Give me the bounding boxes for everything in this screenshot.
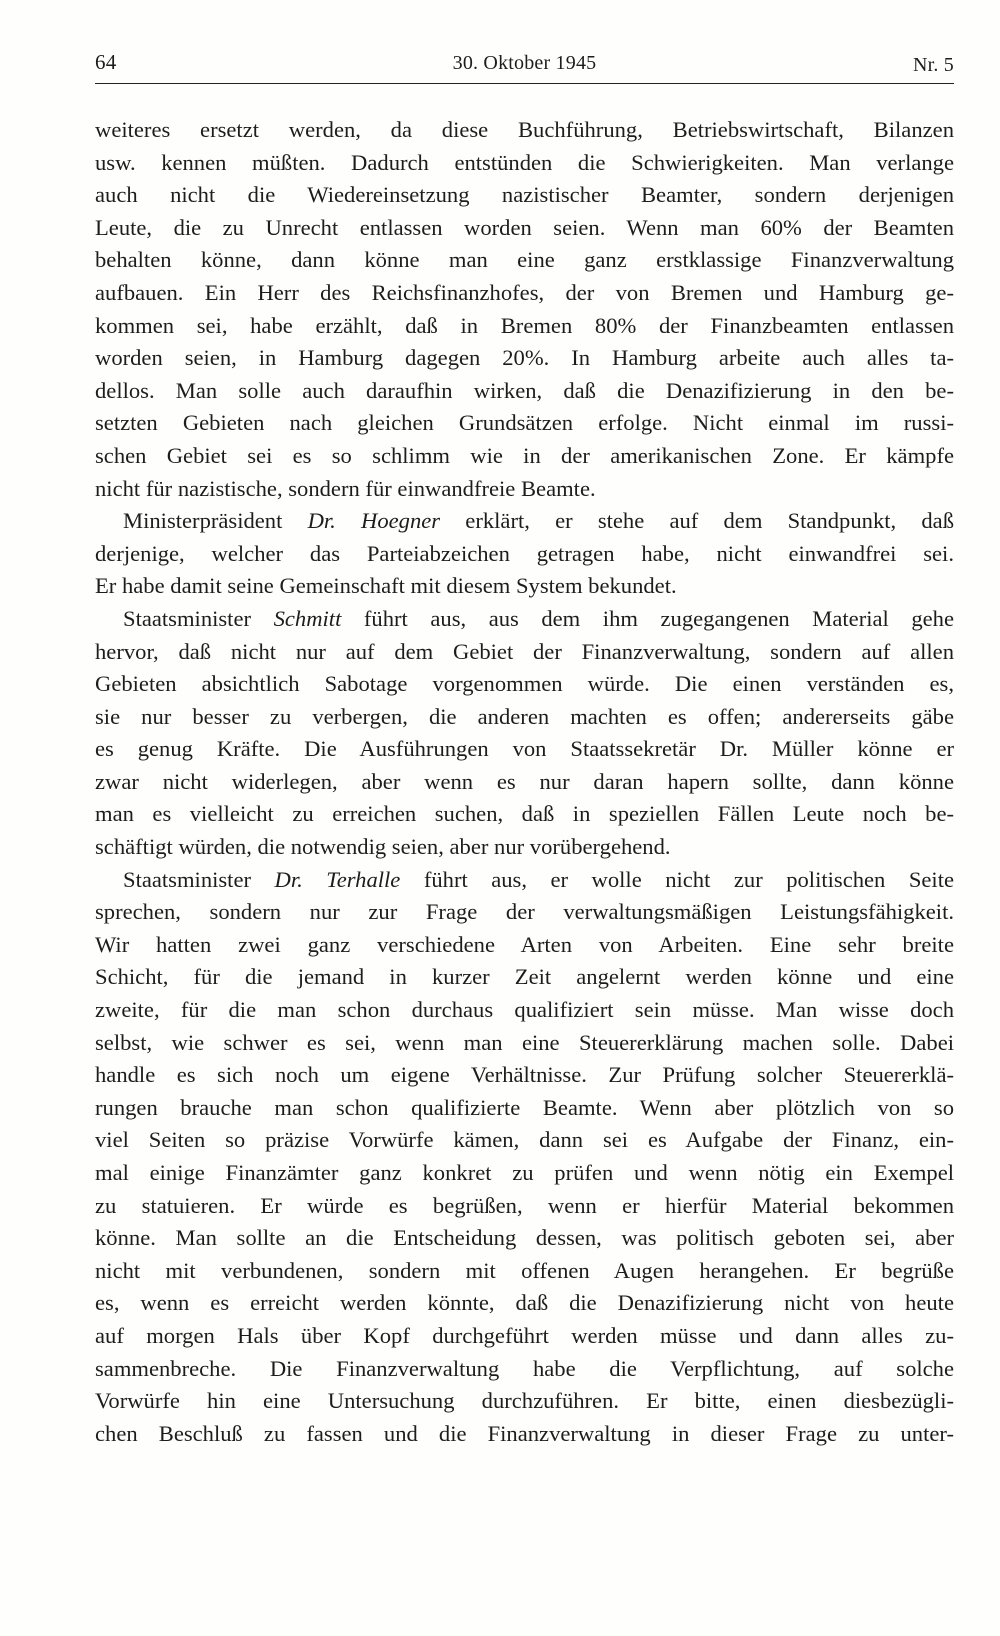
text-line [95,179,954,212]
text-line [95,701,954,734]
text-segment: hervor, daß nicht nur auf dem Gebiet der Finanzverwaltung, sondern auf allen [95,638,954,664]
text-segment: viel Seiten so präzise Vorwürfe kämen, dann sei es Aufgabe der Finanz, ein- [95,1127,954,1153]
text-line [95,1124,954,1157]
text-segment: sammenbreche. Die Finanzverwaltung habe die Verpflichtung, auf solche [95,1355,954,1381]
text-segment: man es vielleicht zu erreichen suchen, daß in speziellen Fällen Leute noch be- [95,801,954,827]
text-segment: mal einige Finanzämter ganz konkret zu prüfen und wenn nötig ein Exempel [95,1160,954,1185]
body-text [95,114,954,1450]
text-segment: es genug Kräfte. Die Ausführungen von Staatssekretär Dr. Müller könne er [95,736,954,762]
text-line [95,961,954,994]
text-segment: schäftigt würden, die notwendig seien, aber nur vorübergehend. [95,834,671,860]
issue-number: Nr. 5 [913,54,954,76]
text-segment: usw. kennen müßten. Dadurch entstünden die Schwierigkeiten. Man verlange [95,149,954,175]
text-line [95,1418,954,1451]
text-segment: zu statuieren. Er würde es begrüßen, wenn er hierfür Material bekommen [95,1192,954,1218]
text-line [95,603,954,636]
speaker-name: Schmitt [273,605,342,631]
text-line [95,310,954,343]
text-line [95,994,954,1027]
text-segment: nicht mit verbundenen, sondern mit offenen Augen herangehen. Er begrüße [95,1257,954,1283]
text-segment: nicht für nazistische, sondern für einwandfreie Beamte. [95,475,596,501]
text-line [95,1027,954,1060]
text-segment: handle es sich noch um eigene Verhältnisse. Zur Prüfung solcher Steuererklä- [95,1062,954,1088]
text-line [95,1157,954,1190]
text-segment: könne. Man sollte an die Entscheidung dessen, was politisch geboten sei, aber [95,1225,954,1251]
text-segment: führt aus, er wolle nicht zur politischen Seite [400,866,955,892]
text-segment: sie nur besser zu verbergen, die anderen machten es offen; andererseits gäbe [95,703,954,729]
text-segment: erklärt, er stehe auf dem Standpunkt, daß [440,508,954,534]
text-segment: Vorwürfe hin eine Untersuchung durchzuführen. Er bitte, einen diesbezügli- [95,1388,954,1414]
text-line [95,1287,954,1320]
text-line [95,114,954,147]
text-line [95,212,954,245]
paragraph [95,114,954,505]
text-segment: führt aus, aus dem ihm zugegangenen Material gehe [341,605,955,631]
text-segment: zweite, für die man schon durchaus qualifiziert sein müsse. Man wisse doch [95,997,954,1023]
text-line [95,440,954,473]
text-line [95,570,954,603]
text-segment: worden seien, in Hamburg dagegen 20%. In Hamburg arbeite auch alles ta- [95,345,954,371]
text-line [95,473,954,506]
text-line [95,147,954,180]
text-line [95,538,954,571]
text-segment: schen Gebiet sei es so schlimm wie in der amerikanischen Zone. Er kämpfe [95,442,954,468]
text-line [95,929,954,962]
text-line [95,798,954,831]
text-line [95,342,954,375]
text-segment: auch nicht die Wiedereinsetzung nazistischer Beamter, sondern derjenigen [95,182,954,208]
text-line [95,831,954,864]
text-line [95,766,954,799]
text-line [95,1092,954,1125]
paragraph [95,864,954,1451]
text-segment: Er habe damit seine Gemeinschaft mit diesem System bekundet. [95,573,677,599]
text-segment: weiteres ersetzt werden, da diese Buchführung, Betriebswirtschaft, Bilanzen [95,117,954,142]
text-segment: Gebieten absichtlich Sabotage vorgenommen würde. Die einen verständen es, [95,671,954,697]
text-segment: kommen sei, habe erzählt, daß in Bremen 80% der Finanzbeamten entlassen [95,312,954,338]
text-line [95,864,954,897]
text-line [95,407,954,440]
text-line [95,277,954,310]
text-line [95,1255,954,1288]
text-segment: selbst, wie schwer es sei, wenn man eine Steuererklärung machen solle. Dabei [95,1029,954,1055]
text-segment: Staatsminister [123,605,274,631]
speaker-name: Dr. Hoegner [307,508,441,534]
text-line [95,1222,954,1255]
text-segment: rungen brauche man schon qualifizierte Beamte. Wenn aber plötzlich von so [95,1094,954,1120]
paragraph [95,603,954,864]
text-segment: setzten Gebieten nach gleichen Grundsätzen erfolge. Nicht einmal im russi- [95,410,954,436]
paragraph [95,505,954,603]
text-segment: Wir hatten zwei ganz verschiedene Arten von Arbeiten. Eine sehr breite [95,931,954,957]
text-segment: chen Beschluß zu fassen und die Finanzverwaltung in dieser Frage zu unter- [95,1420,954,1446]
page-number: 64 [95,50,117,74]
text-segment: Schicht, für die jemand in kurzer Zeit angelernt werden könne und eine [95,964,954,990]
text-line [95,505,954,538]
text-segment: dellos. Man solle auch daraufhin wirken, daß die Denazifizierung in den be- [95,377,954,403]
text-segment: aufbauen. Ein Herr des Reichsfinanzhofes, der von Bremen und Hamburg ge- [95,279,954,305]
text-segment: Leute, die zu Unrecht entlassen worden seien. Wenn man 60% der Beamten [95,214,954,240]
running-header [95,46,954,86]
header-rule [95,83,954,84]
text-line [95,1385,954,1418]
text-line [95,1190,954,1223]
text-line [95,244,954,277]
text-line [95,1059,954,1092]
text-segment: Ministerpräsident [123,508,308,534]
text-line [95,375,954,408]
text-segment: Staatsminister [123,866,275,892]
header-date: 30. Oktober 1945 [452,52,597,74]
speaker-name: Dr. Terhalle [274,866,401,892]
text-segment: derjenige, welcher das Parteiabzeichen getragen habe, nicht einwandfrei sei. [95,540,954,566]
text-segment: auf morgen Hals über Kopf durchgeführt werden müsse und dann alles zu- [95,1322,954,1348]
text-line [95,1353,954,1386]
text-line [95,733,954,766]
text-segment: es, wenn es erreicht werden könnte, daß die Denazifizierung nicht von heute [95,1290,954,1316]
text-line [95,896,954,929]
text-segment: zwar nicht widerlegen, aber wenn es nur daran hapern sollte, dann könne [95,768,954,794]
text-line [95,1320,954,1353]
text-line [95,668,954,701]
text-segment: sprechen, sondern nur zur Frage der verwaltungsmäßigen Leistungsfähigkeit. [95,899,954,925]
text-segment: behalten könne, dann könne man eine ganz erstklassige Finanzverwaltung [95,247,954,273]
text-line [95,636,954,669]
